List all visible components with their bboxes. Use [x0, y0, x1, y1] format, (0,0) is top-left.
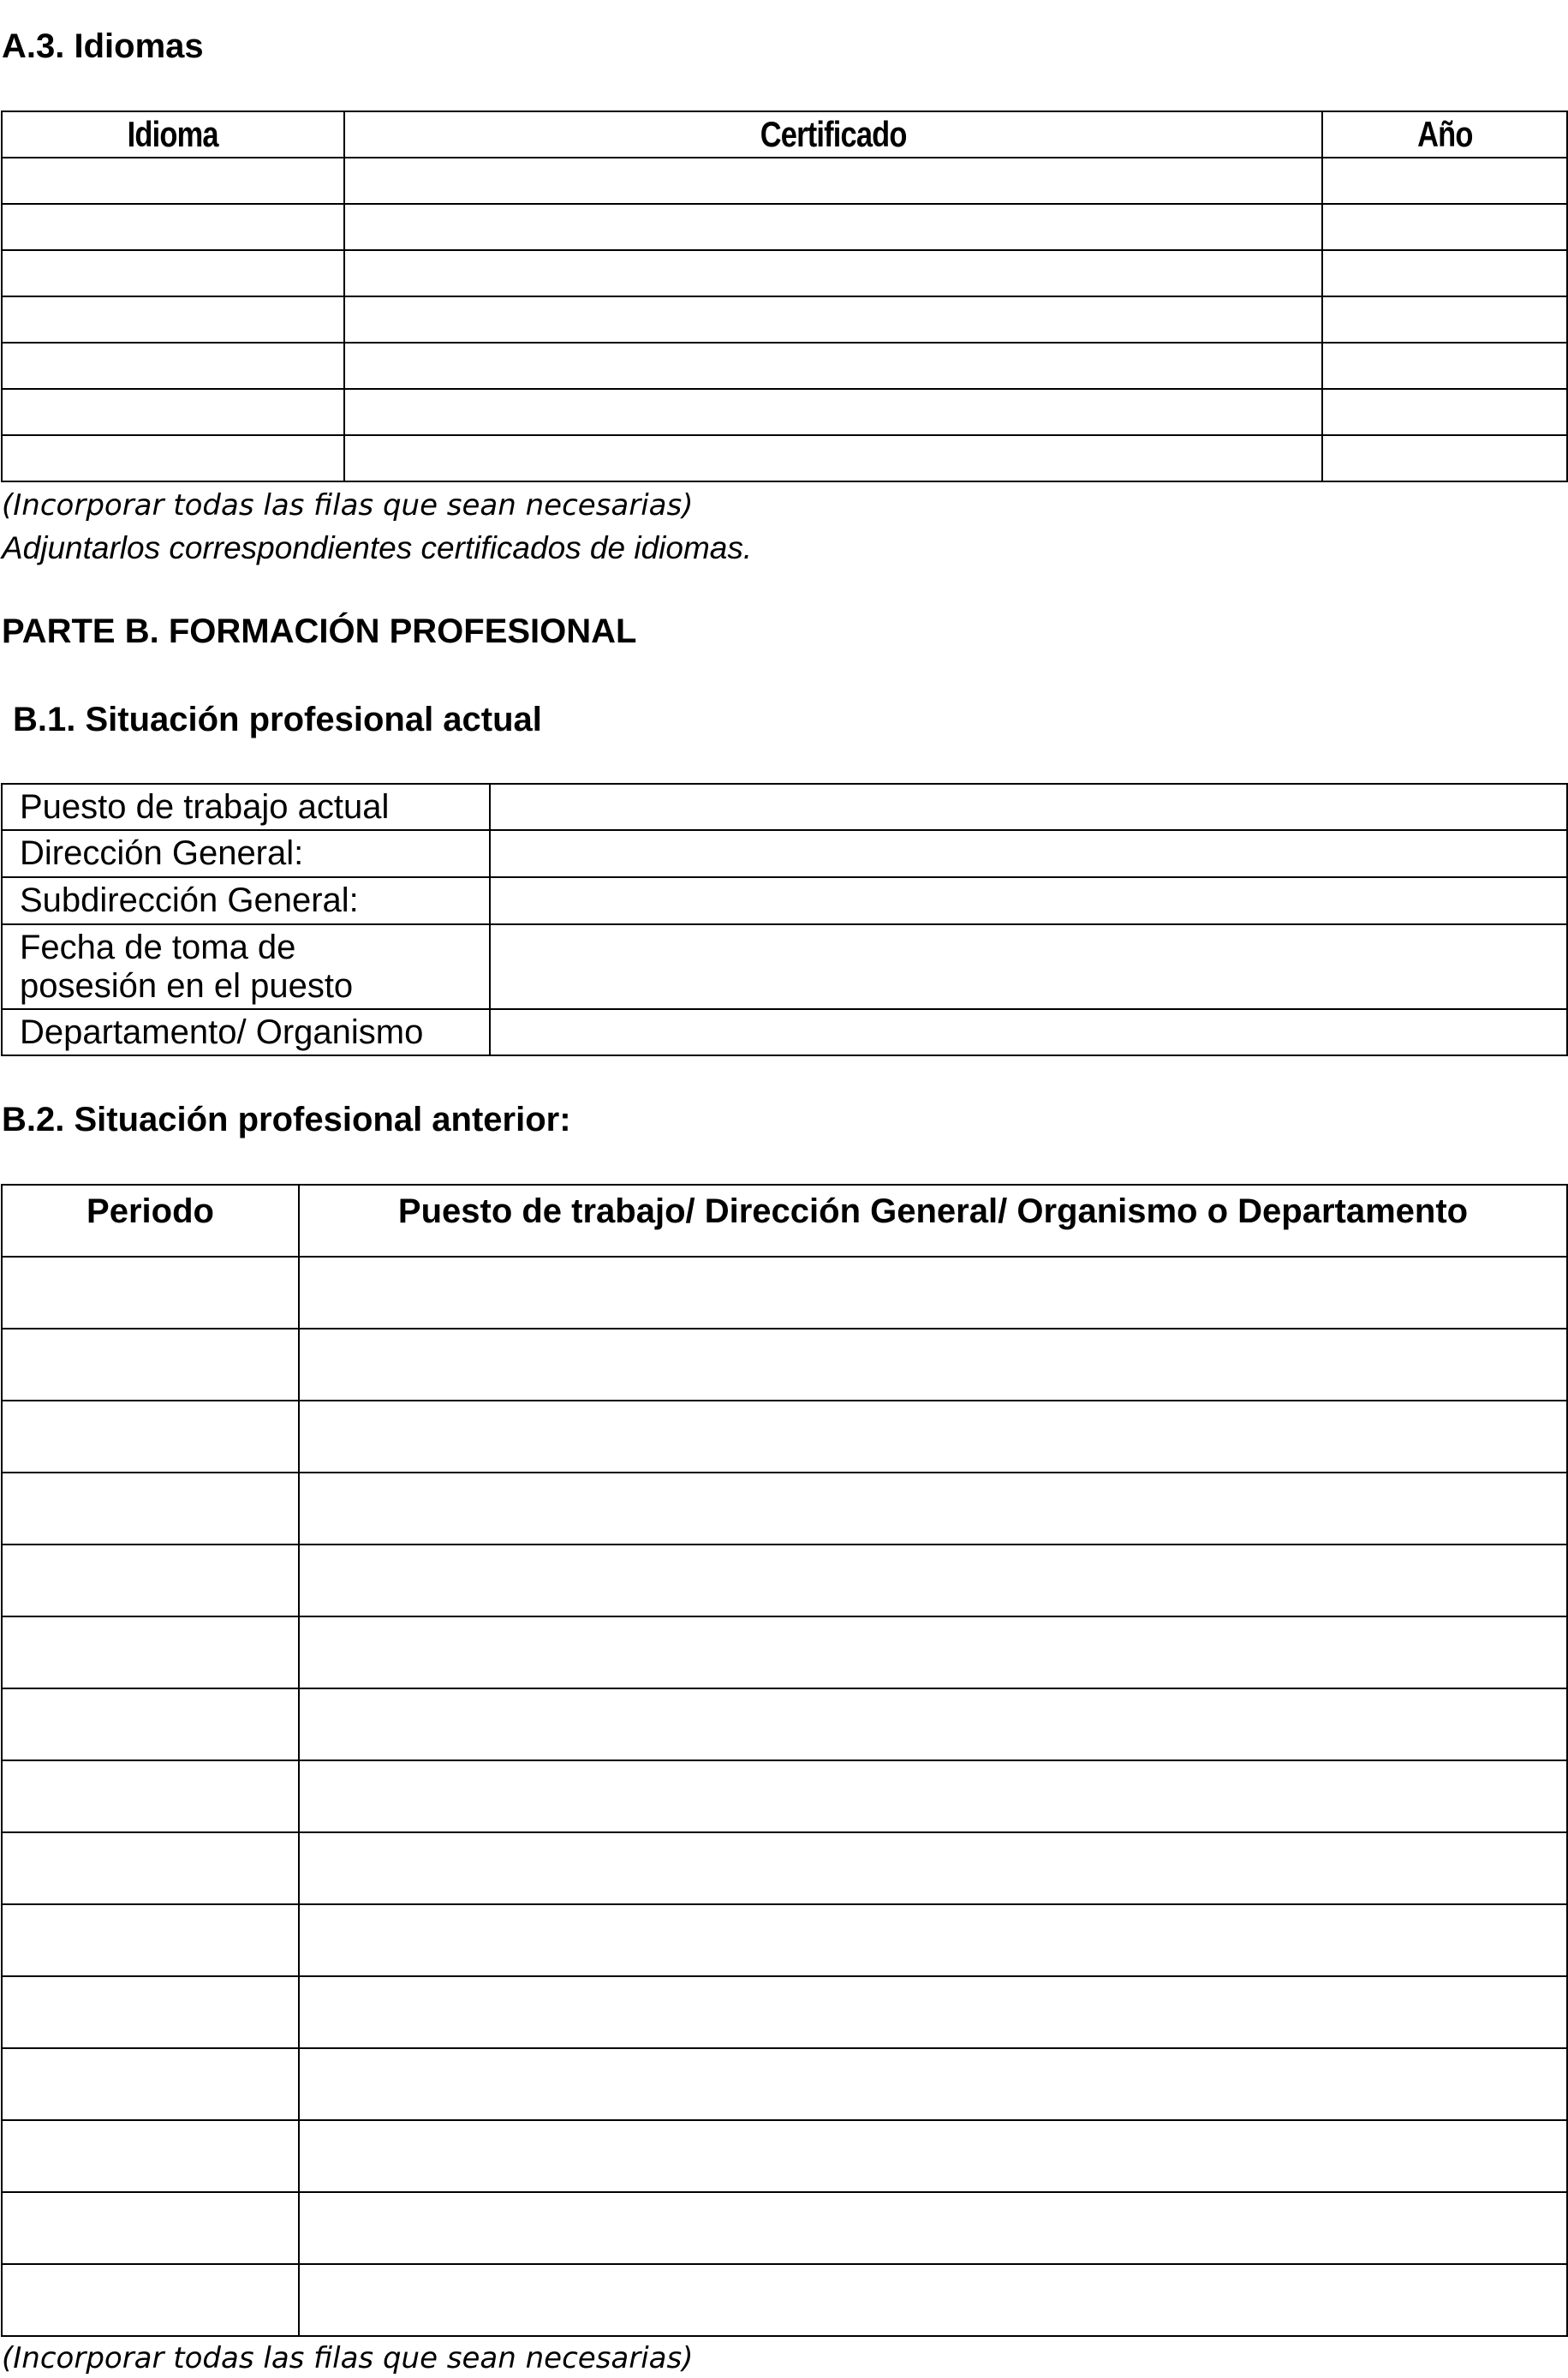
cell-ano[interactable]: [1322, 158, 1567, 204]
cell-certificado[interactable]: [344, 435, 1322, 481]
table-row: [2, 1976, 1567, 2048]
field-value-start-date[interactable]: [490, 924, 1567, 1009]
table-row: [2, 296, 1567, 343]
field-label-start-date-line1: Fecha de toma de: [20, 928, 296, 966]
column-header-puesto: Puesto de trabajo/ Dirección General/ Organismo o Departamento: [299, 1185, 1567, 1257]
previous-positions-header-row: [2, 1185, 1567, 1257]
cell-puesto[interactable]: [299, 1760, 1567, 1832]
table-row: [2, 158, 1567, 204]
cell-certificado[interactable]: [344, 158, 1322, 204]
cell-periodo[interactable]: [2, 1976, 299, 2048]
table-row: [2, 1401, 1567, 1473]
cell-ano[interactable]: [1322, 435, 1567, 481]
field-label-start-date: [2, 924, 490, 1009]
part-b-title: PARTE B. FORMACIÓN PROFESIONAL: [2, 612, 637, 650]
table-row: [2, 389, 1567, 435]
cell-periodo[interactable]: [2, 1616, 299, 1688]
cell-certificado[interactable]: [344, 343, 1322, 389]
cell-puesto[interactable]: [299, 1329, 1567, 1401]
cell-periodo[interactable]: [2, 1329, 299, 1401]
cell-periodo[interactable]: [2, 1401, 299, 1473]
cell-idioma[interactable]: [2, 435, 344, 481]
table-row: [2, 1688, 1567, 1760]
cell-puesto[interactable]: [299, 1257, 1567, 1329]
cell-puesto[interactable]: [299, 1545, 1567, 1616]
field-value-directorate-general[interactable]: [490, 830, 1567, 877]
cell-periodo[interactable]: [2, 1545, 299, 1616]
column-header-ano: Año: [1322, 111, 1567, 158]
field-label-directorate-general: Dirección General:: [2, 830, 490, 877]
column-header-certificado: Certificado: [344, 111, 1322, 158]
section-b2-title: B.2. Situación profesional anterior:: [2, 1101, 571, 1138]
field-value-current-job[interactable]: [490, 784, 1567, 830]
cell-idioma[interactable]: [2, 296, 344, 343]
cell-puesto[interactable]: [299, 1688, 1567, 1760]
cell-puesto[interactable]: [299, 1401, 1567, 1473]
cell-puesto[interactable]: [299, 1904, 1567, 1976]
section-b1-title: B.1. Situación profesional actual: [13, 701, 542, 738]
table-row: [2, 1257, 1567, 1329]
current-position-table: [1, 783, 1568, 1056]
table-row: [2, 1832, 1567, 1904]
cell-periodo[interactable]: [2, 2048, 299, 2120]
cell-puesto[interactable]: [299, 2048, 1567, 2120]
cell-ano[interactable]: [1322, 250, 1567, 296]
table-row: [2, 1473, 1567, 1545]
table-row: [2, 204, 1567, 250]
table-row: [2, 2048, 1567, 2120]
cell-certificado[interactable]: [344, 250, 1322, 296]
table-row: [2, 1616, 1567, 1688]
field-label-start-date-line2: posesión en el puesto: [20, 966, 354, 1005]
cell-certificado[interactable]: [344, 296, 1322, 343]
cell-periodo[interactable]: [2, 2192, 299, 2264]
add-rows-note: (Incorporar todas las filas que sean necesarias): [2, 488, 694, 523]
column-header-periodo: Periodo: [2, 1185, 299, 1257]
attach-certificates-note: Adjuntarlos correspondientes certificados de idiomas.: [2, 530, 753, 565]
field-row: [2, 1009, 1567, 1055]
cell-ano[interactable]: [1322, 389, 1567, 435]
table-row: [2, 2120, 1567, 2192]
cell-puesto[interactable]: [299, 1832, 1567, 1904]
cell-idioma[interactable]: [2, 204, 344, 250]
table-row: [2, 1904, 1567, 1976]
table-row: [2, 250, 1567, 296]
cell-puesto[interactable]: [299, 2264, 1567, 2336]
field-label-current-job: Puesto de trabajo actual: [2, 784, 490, 830]
field-row: [2, 830, 1567, 877]
column-header-idioma: Idioma: [2, 111, 344, 158]
cell-puesto[interactable]: [299, 2192, 1567, 2264]
cell-idioma[interactable]: [2, 158, 344, 204]
section-a3-title: A.3. Idiomas: [2, 27, 204, 65]
field-row: [2, 924, 1567, 1009]
cell-ano[interactable]: [1322, 204, 1567, 250]
field-value-subdirectorate-general[interactable]: [490, 877, 1567, 924]
cell-periodo[interactable]: [2, 1760, 299, 1832]
add-rows-note-b2: (Incorporar todas las filas que sean necesarias): [2, 2341, 694, 2375]
field-label-department: Departamento/ Organismo: [2, 1009, 490, 1055]
table-row: [2, 2192, 1567, 2264]
cell-periodo[interactable]: [2, 1904, 299, 1976]
table-row: [2, 2264, 1567, 2336]
field-label-subdirectorate-general: Subdirección General:: [2, 877, 490, 924]
cell-periodo[interactable]: [2, 1688, 299, 1760]
field-row: [2, 784, 1567, 830]
languages-table: [1, 111, 1568, 482]
table-row: [2, 1545, 1567, 1616]
field-row: [2, 877, 1567, 924]
cell-ano[interactable]: [1322, 296, 1567, 343]
table-row: [2, 435, 1567, 481]
cell-periodo[interactable]: [2, 1257, 299, 1329]
previous-positions-table: [1, 1184, 1568, 2337]
table-row: [2, 1760, 1567, 1832]
field-value-department[interactable]: [490, 1009, 1567, 1055]
languages-table-header-row: [2, 111, 1567, 158]
cell-idioma[interactable]: [2, 250, 344, 296]
cell-puesto[interactable]: [299, 1616, 1567, 1688]
cell-periodo[interactable]: [2, 2264, 299, 2336]
cell-puesto[interactable]: [299, 1473, 1567, 1545]
cell-idioma[interactable]: [2, 389, 344, 435]
cell-periodo[interactable]: [2, 2120, 299, 2192]
cell-puesto[interactable]: [299, 2120, 1567, 2192]
cell-ano[interactable]: [1322, 343, 1567, 389]
cell-certificado[interactable]: [344, 389, 1322, 435]
cell-idioma[interactable]: [2, 343, 344, 389]
cell-periodo[interactable]: [2, 1832, 299, 1904]
cell-puesto[interactable]: [299, 1976, 1567, 2048]
table-row: [2, 343, 1567, 389]
table-row: [2, 1329, 1567, 1401]
cell-certificado[interactable]: [344, 204, 1322, 250]
cell-periodo[interactable]: [2, 1473, 299, 1545]
